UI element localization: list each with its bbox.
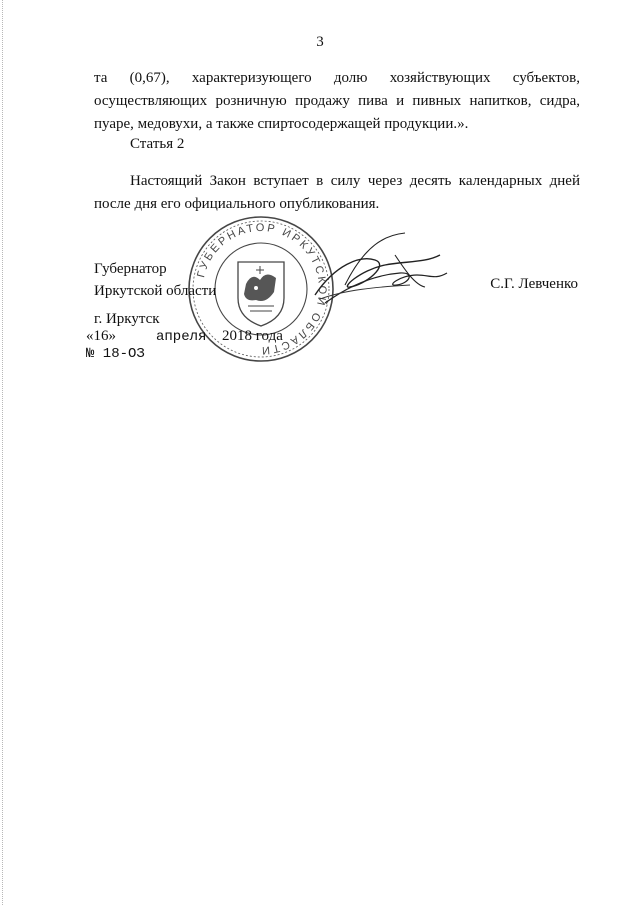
handwritten-signature <box>305 225 455 315</box>
scan-margin-dots <box>2 0 7 905</box>
signing-date <box>86 328 283 345</box>
date-month: апреля <box>156 329 207 345</box>
page-number: 3 <box>316 34 324 50</box>
law-number: № 18-ОЗ <box>86 346 145 362</box>
article-heading: Статья 2 <box>130 136 185 152</box>
date-year: 2018 года <box>222 328 283 344</box>
paragraph-continuation: та (0,67), характеризующего долю хозяйствующих субъектов, осуществляющих розничную продажу пива и пивных напитков, сидра, пуаре, медовухи, а также спиртосодержащей продукции.». <box>94 70 580 132</box>
coat-of-arms-icon <box>238 262 284 326</box>
signatory-title <box>94 258 216 302</box>
seal-text: ГУБЕРНАТОР ИРКУТСКОЙ ОБЛАСТИ <box>195 221 329 357</box>
article-text: Настоящий Закон вступает в силу через десять календарных дней после дня его официального опубликования. <box>94 173 580 212</box>
signatory-name: С.Г. Левченко <box>490 276 578 292</box>
place-of-signing: г. Иркутск <box>94 311 160 327</box>
date-day: «16» <box>86 328 116 344</box>
signatory-title-line1: Губернатор <box>94 261 167 277</box>
signatory-title-line2: Иркутской области <box>94 283 217 299</box>
